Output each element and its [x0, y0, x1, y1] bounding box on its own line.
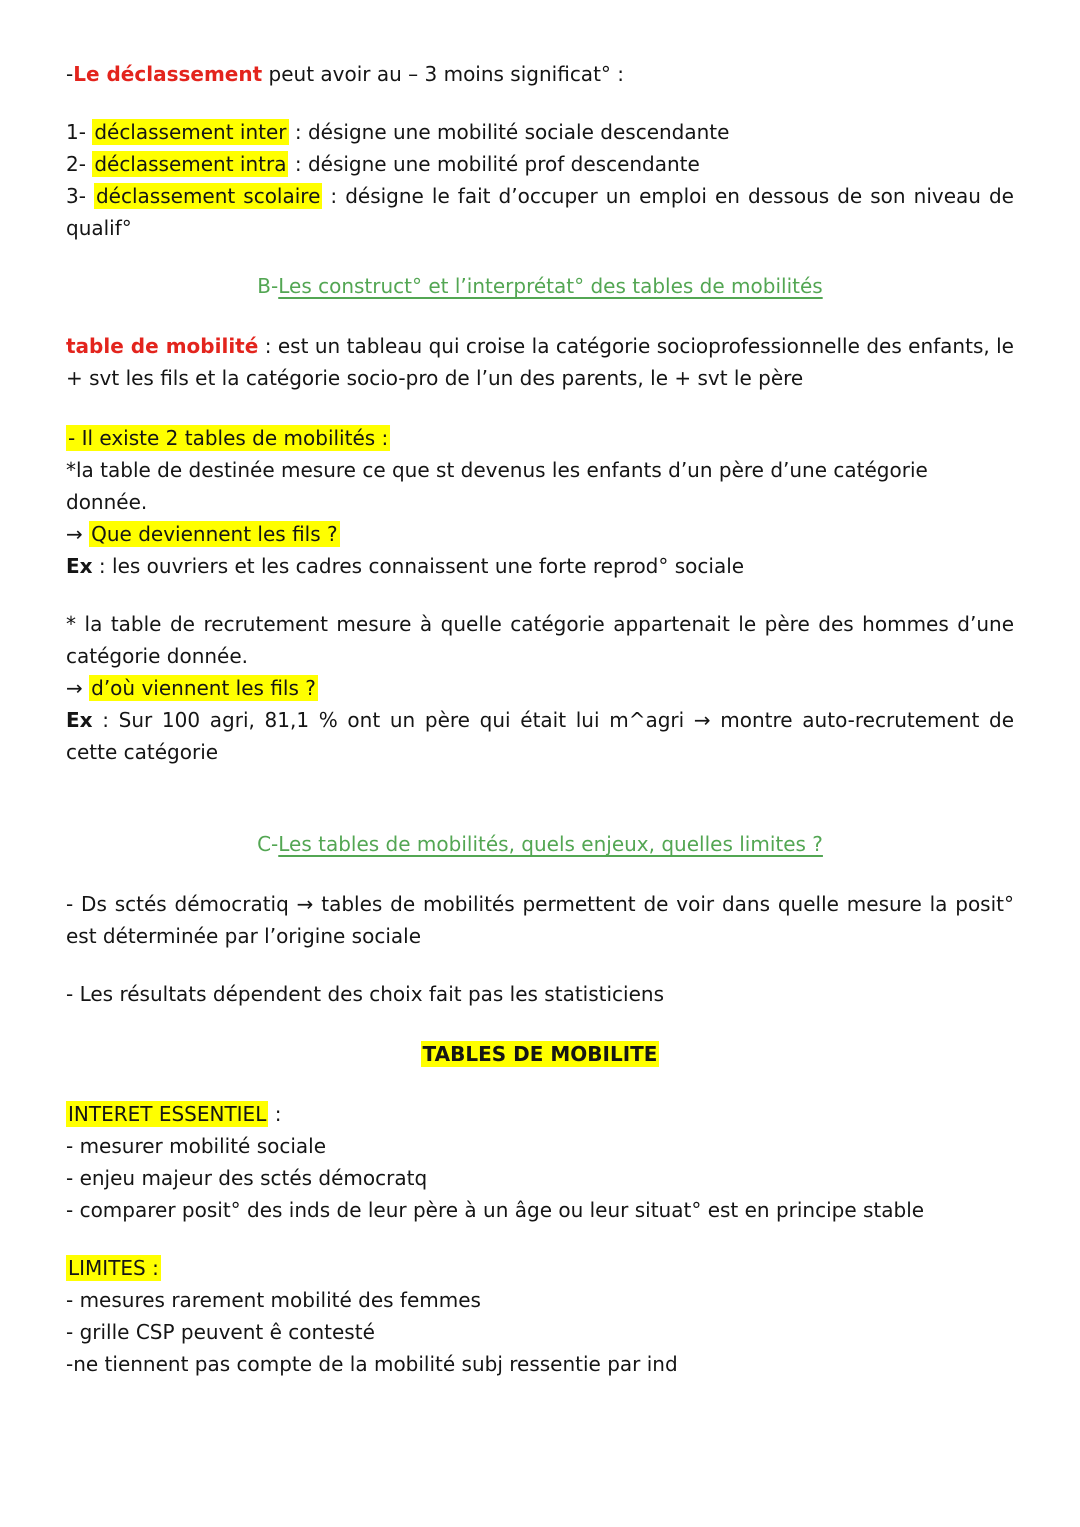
colon: :: [268, 1102, 282, 1126]
item-text: : désigne une mobilité sociale descendante: [288, 120, 730, 144]
item-text: : désigne le fait d’occuper un emploi en dessous de son niveau de qualif°: [66, 184, 1014, 240]
highlight-declassement-inter: déclassement inter: [94, 120, 287, 144]
item-text: - enjeu majeur des sctés démocratq: [66, 1166, 428, 1190]
intro-text: peut avoir au – 3 moins significat° :: [262, 62, 625, 86]
paragraph-table-recrutement: [66, 608, 1014, 672]
paragraph-recrutement-question: [66, 672, 1014, 704]
resultats-text: - Les résultats dépendent des choix fait pas les statisticiens: [66, 982, 664, 1006]
example-label: Ex: [66, 554, 93, 578]
destinee-text: *la table de destinée mesure ce que st devenus les enfants d’un père d’une catégorie donnée.: [66, 458, 928, 514]
list-item-declassement-inter: [66, 116, 1014, 148]
title-tables-de-mobilite: [66, 1038, 1014, 1070]
item-text: - grille CSP peuvent ê contesté: [66, 1320, 375, 1344]
highlight-recrutement-question: d’où viennent les fils ?: [91, 676, 316, 700]
item-number: 2-: [66, 152, 93, 176]
highlight-destinee-question: Que deviennent les fils ?: [91, 522, 338, 546]
example-label: Ex: [66, 708, 93, 732]
heading-prefix: C-: [257, 832, 279, 856]
heading-title: Les tables de mobilités, quels enjeux, quelles limites ?: [278, 832, 823, 856]
item-text: : désigne une mobilité prof descendante: [288, 152, 700, 176]
item-text: - comparer posit° des inds de leur père à un âge ou leur situat° est en principe stable: [66, 1198, 925, 1222]
paragraph-societes-democratiques: [66, 888, 1014, 952]
paragraph-declassement-intro: [66, 58, 1014, 90]
highlight-interet-essentiel: INTERET ESSENTIEL: [68, 1102, 267, 1126]
term-declassement: Le déclassement: [73, 62, 263, 86]
list-item-limites-1: [66, 1284, 1014, 1316]
list-item-limites-3: [66, 1348, 1014, 1380]
list-item-interet-1: [66, 1130, 1014, 1162]
heading-prefix: B-: [257, 274, 279, 298]
paragraph-two-tables: [66, 422, 1014, 454]
paragraph-table-de-mobilite: [66, 330, 1014, 394]
list-item-limites-2: [66, 1316, 1014, 1348]
list-item-interet-2: [66, 1162, 1014, 1194]
list-item-declassement-intra: [66, 148, 1014, 180]
item-text: - mesurer mobilité sociale: [66, 1134, 327, 1158]
definition-text: : est un tableau qui croise la catégorie socioprofessionnelle des enfants, le + svt les fils et la catégorie socio-pro de l’un des parents, le + svt le père: [66, 334, 1014, 390]
democ-text: - Ds sctés démocratiq → tables de mobilités permettent de voir dans quelle mesure la posit° est déterminée par l’origine sociale: [66, 892, 1014, 948]
list-item-interet-3: [66, 1194, 1014, 1226]
item-number: 1-: [66, 120, 93, 144]
list-item-declassement-scolaire: [66, 180, 1014, 244]
item-text: -ne tiennent pas compte de la mobilité subj ressentie par ind: [66, 1352, 678, 1376]
arrow-icon: →: [66, 676, 90, 700]
recrutement-text: * la table de recrutement mesure à quelle catégorie appartenait le père des hommes d’une catégorie donnée.: [66, 612, 1014, 668]
example-text: : Sur 100 agri, 81,1 % ont un père qui était lui m^agri → montre auto-recrutement de cette catégorie: [66, 708, 1014, 764]
item-number: 3-: [66, 184, 94, 208]
paragraph-limites: [66, 1252, 1014, 1284]
arrow-icon: →: [66, 522, 90, 546]
paragraph-resultats-statisticiens: [66, 978, 1014, 1010]
highlight-two-tables: - Il existe 2 tables de mobilités :: [68, 426, 389, 450]
heading-title: Les construct° et l’interprétat° des tables de mobilités: [278, 274, 823, 298]
example-text: : les ouvriers et les cadres connaissent une forte reprod° sociale: [92, 554, 745, 578]
item-text: - mesures rarement mobilité des femmes: [66, 1288, 481, 1312]
paragraph-interet-essentiel: [66, 1098, 1014, 1130]
highlight-limites: LIMITES :: [68, 1256, 159, 1280]
section-heading-c: [66, 828, 1014, 860]
paragraph-table-destinee: [66, 454, 1014, 518]
dash: -: [66, 62, 74, 86]
highlight-tables-de-mobilite: TABLES DE MOBILITE: [422, 1042, 658, 1066]
paragraph-destinee-question: [66, 518, 1014, 550]
term-table-de-mobilite: table de mobilité: [66, 334, 259, 358]
paragraph-recrutement-example: [66, 704, 1014, 768]
paragraph-destinee-example: [66, 550, 1014, 582]
highlight-declassement-intra: déclassement intra: [94, 152, 287, 176]
section-heading-b: [66, 270, 1014, 302]
highlight-declassement-scolaire: déclassement scolaire: [95, 184, 321, 208]
